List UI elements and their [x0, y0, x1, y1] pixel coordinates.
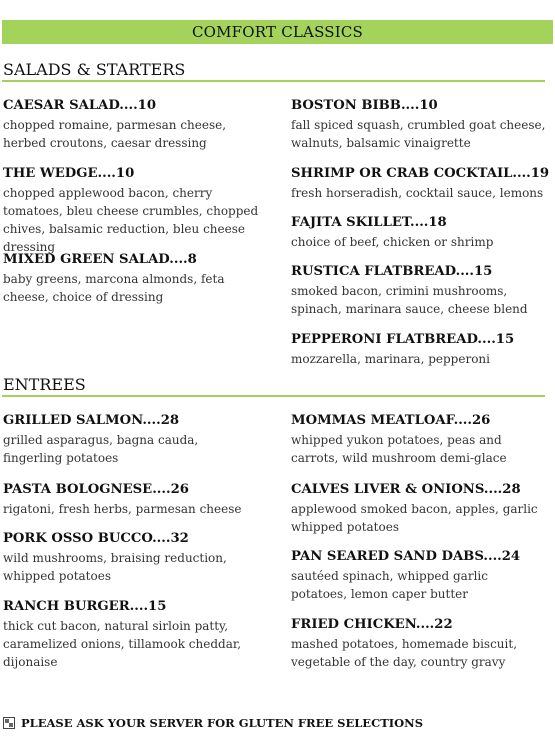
- gluten-free-note: [3, 716, 423, 730]
- menu-item: [291, 616, 547, 671]
- gluten-free-text: PLEASE ASK YOUR SERVER FOR GLUTEN FREE SELECTIONS: [21, 716, 423, 730]
- item-description: whipped yukon potatoes, peas and carrots, wild mushroom demi-glace: [291, 433, 507, 465]
- menu-item: [3, 97, 261, 152]
- item-name: PORK OSSO BUCCO....32: [3, 531, 189, 546]
- item-name: MOMMAS MEATLOAF....26: [291, 413, 491, 428]
- item-description: fresh horseradish, cocktail sauce, lemons: [291, 186, 544, 200]
- item-description: mozzarella, marinara, pepperoni: [291, 352, 490, 366]
- item-name: FAJITA SKILLET....18: [291, 215, 447, 230]
- menu-item: [3, 530, 261, 585]
- menu-item: [3, 251, 261, 306]
- item-name: PASTA BOLOGNESE....26: [3, 482, 189, 497]
- item-description: smoked bacon, crimini mushrooms, spinach, marinara sauce, cheese blend: [291, 284, 528, 316]
- menu-item: [3, 165, 261, 256]
- gluten-free-icon: [3, 717, 15, 729]
- item-description: baby greens, marcona almonds, feta cheese, choice of dressing: [3, 272, 225, 304]
- item-name: FRIED CHICKEN....22: [291, 617, 453, 632]
- menu-item: [291, 214, 547, 251]
- item-name: PAN SEARED SAND DABS....24: [291, 549, 521, 564]
- item-description: thick cut bacon, natural sirloin patty, caramelized onions, tillamook cheddar, dijonaise: [3, 619, 242, 669]
- menu-item: [291, 481, 547, 536]
- menu-item: [291, 97, 547, 152]
- item-description: sautéed spinach, whipped garlic potatoes, lemon caper butter: [291, 569, 488, 601]
- section-heading-salads: SALADS & STARTERS: [3, 60, 186, 79]
- menu-item: [3, 412, 261, 467]
- item-name: RUSTICA FLATBREAD....15: [291, 264, 493, 279]
- menu-item: [291, 165, 550, 202]
- menu-item: [291, 412, 547, 467]
- item-name: CALVES LIVER & ONIONS....28: [291, 482, 521, 497]
- section-heading-entrees: ENTREES: [3, 375, 86, 394]
- menu-item: [291, 263, 547, 318]
- item-name: THE WEDGE....10: [3, 166, 135, 181]
- item-description: chopped applewood bacon, cherry tomatoes, bleu cheese crumbles, chopped chives, balsamic reduction, bleu cheese dressing: [3, 186, 259, 254]
- menu-item: [3, 481, 261, 518]
- item-name: BOSTON BIBB....10: [291, 98, 438, 113]
- item-name: RANCH BURGER....15: [3, 599, 167, 614]
- menu-item: [3, 598, 261, 671]
- menu-item: [291, 331, 547, 368]
- item-name: PEPPERONI FLATBREAD....15: [291, 332, 515, 347]
- item-description: wild mushrooms, braising reduction, whipped potatoes: [3, 551, 227, 583]
- item-name: MIXED GREEN SALAD....8: [3, 252, 197, 267]
- section-divider: [2, 395, 545, 397]
- item-name: SHRIMP OR CRAB COCKTAIL....19: [291, 166, 550, 181]
- menu-item: [291, 548, 547, 603]
- item-description: mashed potatoes, homemade biscuit, vegetable of the day, country gravy: [291, 637, 518, 669]
- item-description: grilled asparagus, bagna cauda, fingerling potatoes: [3, 433, 199, 465]
- item-name: CAESAR SALAD....10: [3, 98, 157, 113]
- item-description: applewood smoked bacon, apples, garlic whipped potatoes: [291, 502, 538, 534]
- item-description: choice of beef, chicken or shrimp: [291, 235, 494, 249]
- menu-title: COMFORT CLASSICS: [191, 23, 364, 41]
- menu-banner: [2, 20, 553, 44]
- item-description: rigatoni, fresh herbs, parmesan cheese: [3, 502, 242, 516]
- item-name: GRILLED SALMON....28: [3, 413, 180, 428]
- item-description: chopped romaine, parmesan cheese, herbed croutons, caesar dressing: [3, 118, 227, 150]
- item-description: fall spiced squash, crumbled goat cheese, walnuts, balsamic vinaigrette: [291, 118, 546, 150]
- section-divider: [2, 80, 545, 82]
